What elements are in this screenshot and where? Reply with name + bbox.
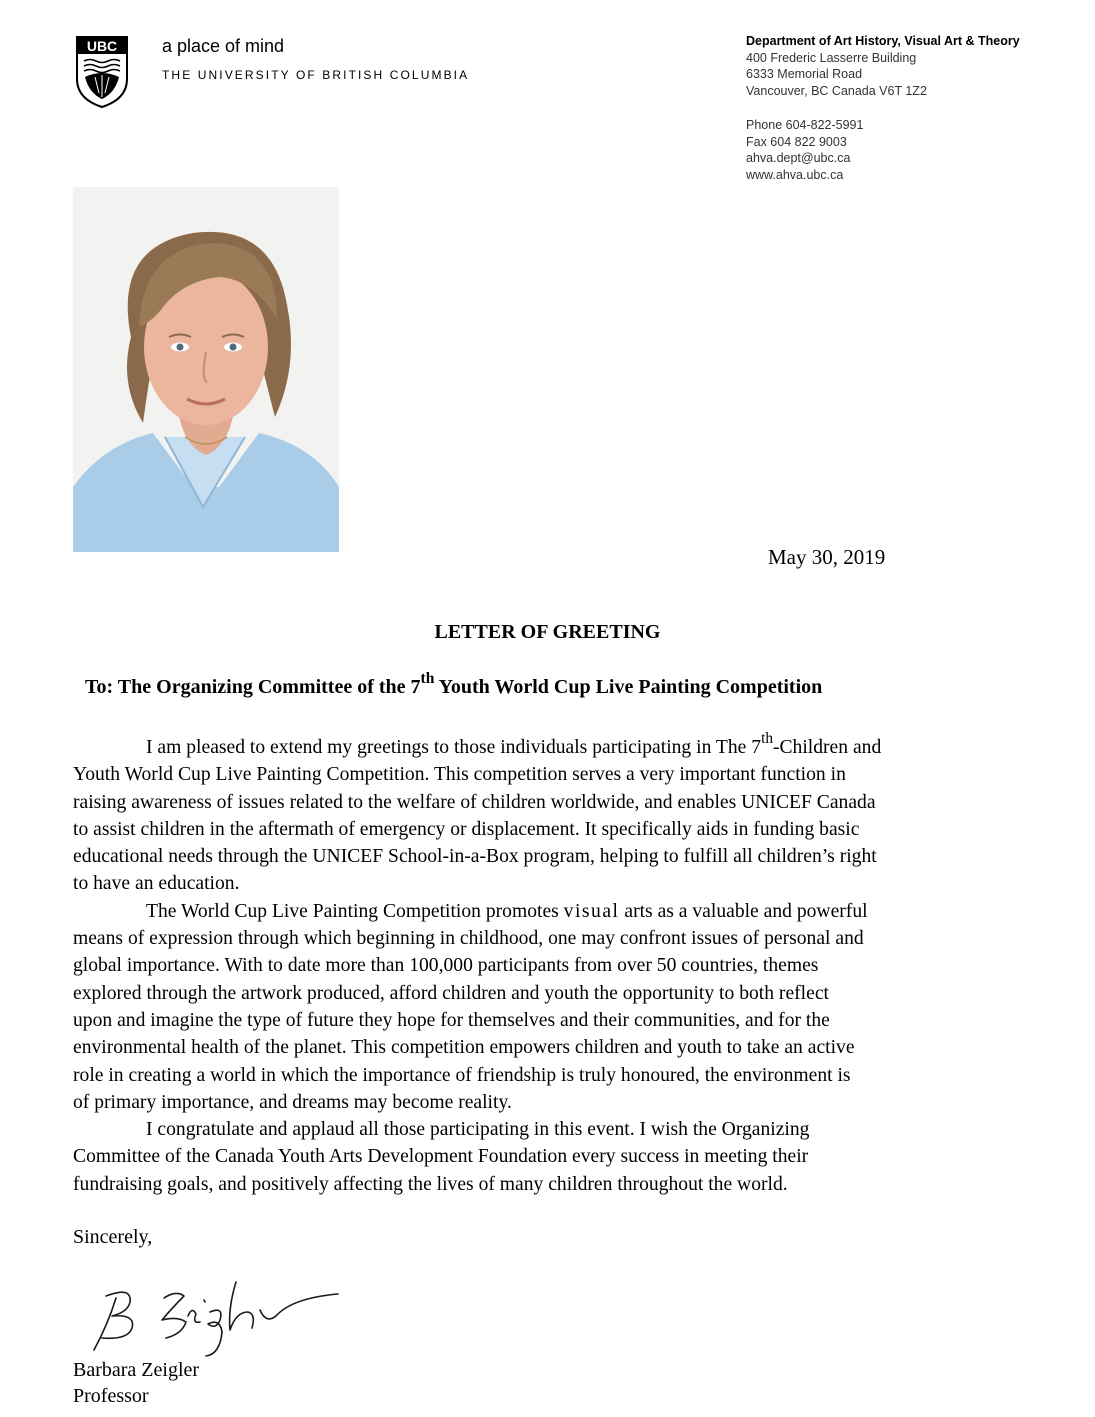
body-text: visual <box>563 900 620 922</box>
ubc-logo-text: UBC <box>86 38 118 54</box>
letter-title: LETTER OF GREETING <box>434 621 661 643</box>
body-line: environmental health of the planet. This competition empowers children and youth to take an active <box>73 1037 855 1059</box>
body-line: explored through the artwork produced, afford children and youth the opportunity to both reflect <box>73 982 829 1004</box>
body-line: role in creating a world in which the importance of friendship is truly honoured, the environment is <box>73 1064 851 1086</box>
body-line: Committee of the Canada Youth Arts Development Foundation every success in meeting their <box>73 1146 809 1168</box>
body-line: of primary importance, and dreams may become reality. <box>73 1091 512 1113</box>
address-line: 400 Frederic Lasserre Building <box>746 50 917 65</box>
letter-body <box>73 730 1053 1198</box>
ubc-crest-logo <box>75 35 129 109</box>
university-name: THE UNIVERSITY OF BRITISH COLUMBIA <box>162 68 470 82</box>
body-line: fundraising goals, and positively affecting the lives of many children throughout the world. <box>73 1173 788 1195</box>
email-address: ahva.dept@ubc.ca <box>746 151 851 166</box>
recipient-text: To: The Organizing Committee of the 7 <box>85 676 421 698</box>
body-text: I am pleased to extend my greetings to those individuals participating in The 7 <box>146 737 762 758</box>
website-url: www.ahva.ubc.ca <box>746 167 844 182</box>
body-line: to have an education. <box>73 873 240 895</box>
recipient-line <box>85 670 823 699</box>
address-line: 6333 Memorial Road <box>746 67 863 82</box>
ordinal-suffix: th <box>420 670 435 688</box>
body-line: global importance. With to date more than 100,000 participants from over 50 countries, themes <box>73 955 819 977</box>
body-text: -Children and <box>772 737 882 758</box>
body-text: The World Cup Live Painting Competition promotes <box>146 900 564 922</box>
fax-number: Fax 604 822 9003 <box>746 134 847 149</box>
recipient-text: Youth World Cup Live Painting Competition <box>434 676 823 698</box>
portrait-photo <box>73 187 339 552</box>
body-paragraph <box>73 898 1053 1116</box>
body-line: means of expression through which beginning in childhood, one may confront issues of personal and <box>73 928 864 950</box>
signer-title: Professor <box>73 1385 149 1407</box>
department-contact-block <box>746 33 1020 184</box>
closing-salutation: Sincerely, <box>73 1226 153 1248</box>
handwritten-signature <box>80 1268 342 1360</box>
body-line <box>73 730 1053 761</box>
signer-name: Barbara Zeigler <box>73 1359 200 1381</box>
letter-date: May 30, 2019 <box>768 545 886 569</box>
body-line: to assist children in the aftermath of emergency or displacement. It specifically aids in funding basic <box>73 818 860 840</box>
body-paragraph <box>73 1116 1053 1198</box>
university-tagline: a place of mind <box>162 36 285 56</box>
body-line <box>73 898 1053 925</box>
body-text: arts as a valuable and powerful <box>619 900 868 922</box>
body-line: upon and imagine the type of future they hope for themselves and their communities, and for the <box>73 1009 830 1031</box>
body-paragraph <box>73 730 1053 898</box>
phone-number: Phone 604-822-5991 <box>746 117 864 132</box>
ordinal-suffix: th <box>761 730 773 748</box>
body-line: raising awareness of issues related to the welfare of children worldwide, and enables UNICEF Canada <box>73 791 876 813</box>
body-line: educational needs through the UNICEF School-in-a-Box program, helping to fulfill all children’s right <box>73 846 877 868</box>
body-line: Youth World Cup Live Painting Competition. This competition serves a very important function in <box>73 764 846 786</box>
body-line: I congratulate and applaud all those participating in this event. I wish the Organizing <box>146 1119 810 1141</box>
address-line: Vancouver, BC Canada V6T 1Z2 <box>746 84 927 99</box>
department-name: Department of Art History, Visual Art & Theory <box>746 34 1020 48</box>
